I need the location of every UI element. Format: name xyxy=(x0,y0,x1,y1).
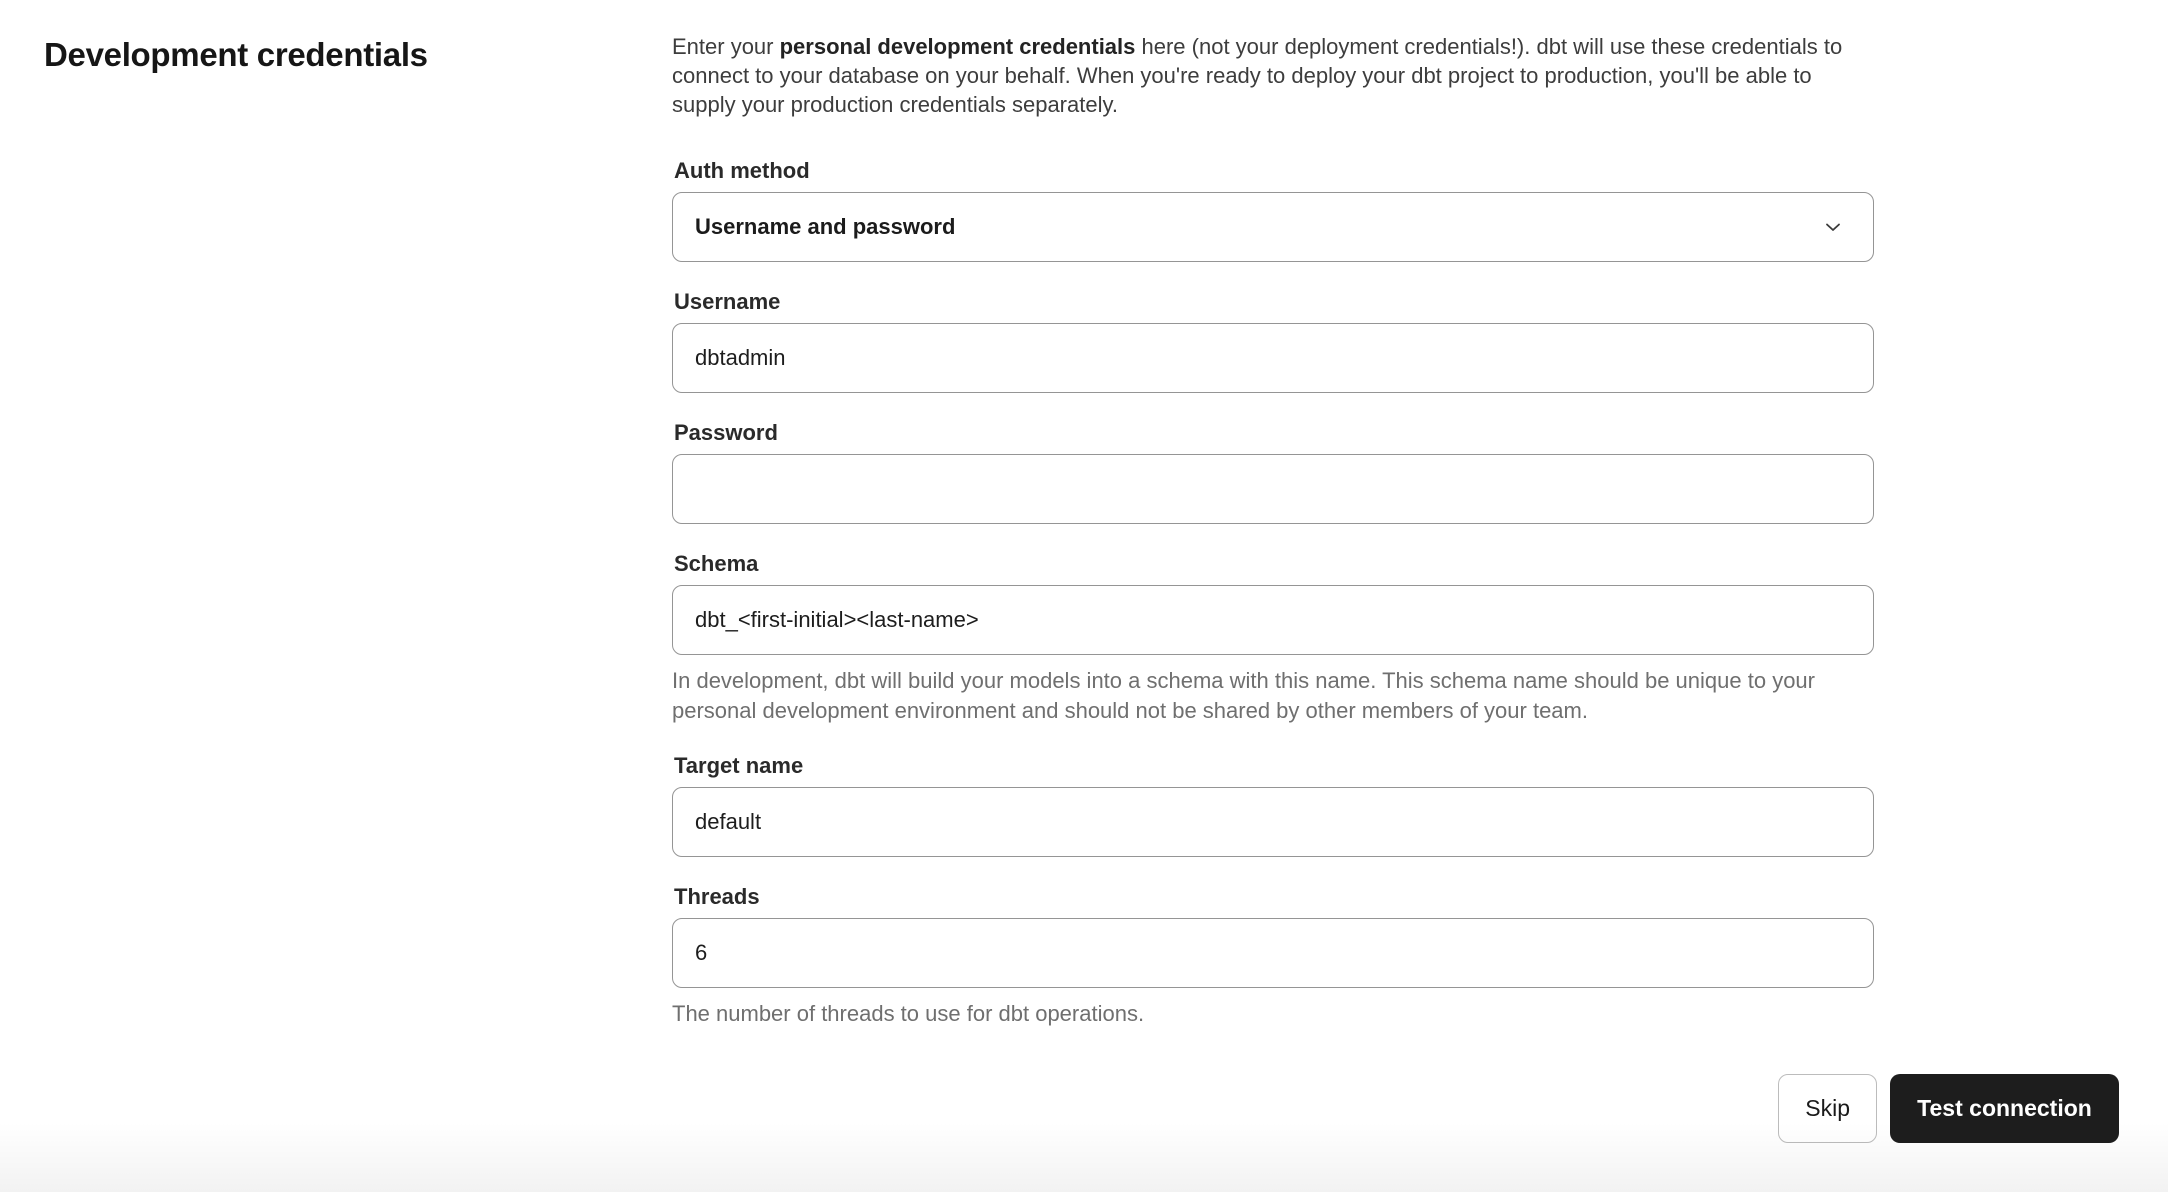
schema-help-text: In development, dbt will build your models into a schema with this name. This schema name should be unique to your personal development environment and should not be shared by other members of your team. xyxy=(672,668,1815,723)
intro-text-end: here (not your deployment credentials!). dbt will use these credentials to connect to your database on your behalf. When you're ready to deploy your dbt project to production, you'll be able to supply your production credentials separately. xyxy=(672,34,1843,117)
schema-input[interactable] xyxy=(672,585,1874,655)
password-input[interactable] xyxy=(672,454,1874,524)
page-title: Development credentials xyxy=(44,36,428,73)
target-name-field-group xyxy=(672,754,1874,857)
intro-text xyxy=(672,32,1874,119)
auth-method-label: Auth method xyxy=(674,158,810,183)
credentials-form xyxy=(672,32,1874,1029)
auth-method-field-group xyxy=(672,159,1874,262)
threads-input[interactable] xyxy=(672,918,1874,988)
skip-button[interactable]: Skip xyxy=(1778,1074,1877,1143)
username-label: Username xyxy=(674,289,781,314)
target-name-input[interactable] xyxy=(672,787,1874,857)
username-field-group xyxy=(672,290,1874,393)
auth-method-select[interactable] xyxy=(672,192,1874,262)
test-connection-button[interactable]: Test connection xyxy=(1890,1074,2119,1143)
threads-field-group xyxy=(672,885,1874,1029)
footer-actions xyxy=(1778,1074,2119,1143)
schema-field-group xyxy=(672,552,1874,726)
threads-label: Threads xyxy=(674,884,760,909)
intro-text-start: Enter your xyxy=(672,34,780,59)
schema-label: Schema xyxy=(674,551,759,576)
password-field-group xyxy=(672,421,1874,524)
password-label: Password xyxy=(674,420,778,445)
auth-method-selected-value: Username and password xyxy=(695,214,956,239)
chevron-down-icon xyxy=(1821,215,1845,239)
username-input[interactable] xyxy=(672,323,1874,393)
target-name-label: Target name xyxy=(674,753,804,778)
intro-text-bold: personal development credentials xyxy=(779,34,1136,59)
threads-help-text: The number of threads to use for dbt operations. xyxy=(672,1001,1145,1026)
